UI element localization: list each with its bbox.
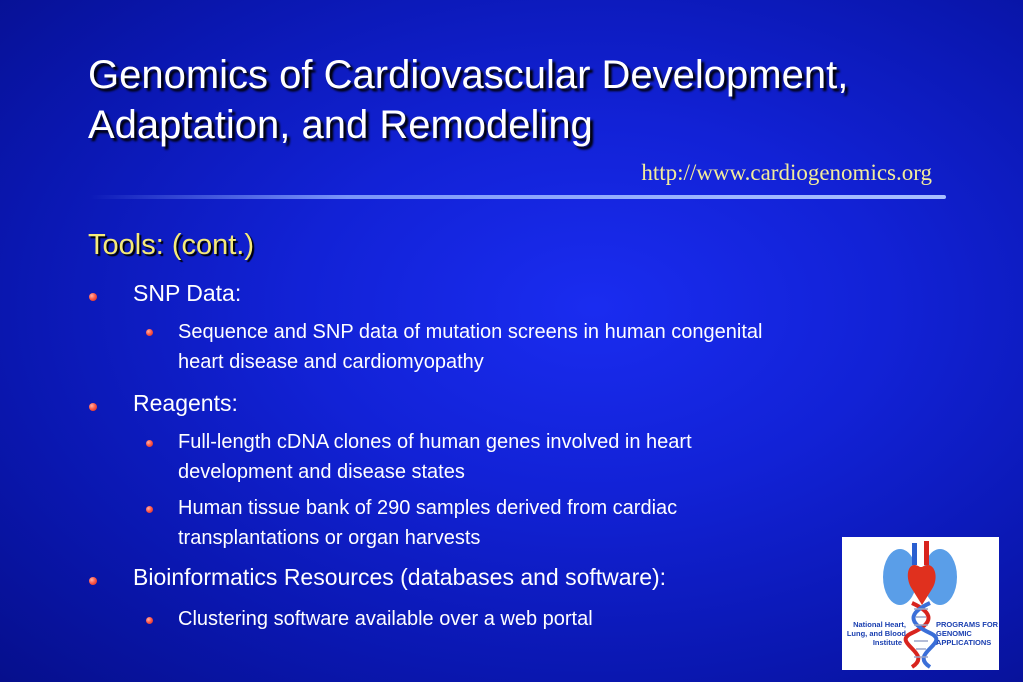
source-url[interactable]: http://www.cardiogenomics.org bbox=[641, 160, 932, 185]
bullet-reagents: Reagents: bbox=[133, 390, 238, 416]
sub-bullet-line: development and disease states bbox=[178, 461, 465, 483]
bullet-icon bbox=[89, 293, 97, 301]
title-divider bbox=[90, 195, 946, 199]
sub-bullet-line: heart disease and cardiomyopathy bbox=[178, 351, 484, 373]
logo-text-left: Institute bbox=[872, 638, 902, 647]
section-subtitle: Tools: (cont.) bbox=[88, 229, 254, 261]
logo-text-right: GENOMIC bbox=[936, 629, 972, 638]
sub-bullet-icon bbox=[146, 617, 153, 624]
bullet-icon bbox=[89, 577, 97, 585]
aorta-icon bbox=[924, 541, 929, 565]
title-line-2: Adaptation, and Remodeling bbox=[88, 103, 593, 147]
sub-bullet-snp-sequence bbox=[178, 317, 938, 377]
sub-bullet-cdna-clones bbox=[178, 427, 938, 487]
logo-text-left: National Heart, bbox=[853, 620, 906, 629]
logo-text-right: PROGRAMS FOR bbox=[936, 620, 999, 629]
sub-bullet-line: Clustering software available over a web portal bbox=[178, 608, 593, 630]
bullet-icon bbox=[89, 403, 97, 411]
title-line-1: Genomics of Cardiovascular Development, bbox=[88, 53, 849, 97]
slide-title bbox=[88, 50, 968, 150]
bullet-snp-data: SNP Data: bbox=[133, 280, 242, 306]
logo-text-left: Lung, and Blood bbox=[846, 629, 906, 638]
heart-dna-logo-icon bbox=[842, 537, 999, 670]
sub-bullet-line: Full-length cDNA clones of human genes involved in heart bbox=[178, 431, 692, 453]
sub-bullet-line: Human tissue bank of 290 samples derived from cardiac bbox=[178, 497, 678, 519]
sub-bullet-icon bbox=[146, 329, 153, 336]
sub-bullet-icon bbox=[146, 506, 153, 513]
sub-bullet-line: transplantations or organ harvests bbox=[178, 527, 481, 549]
sub-bullet-tissue-bank bbox=[178, 493, 938, 553]
logo-text-right: APPLICATIONS bbox=[936, 638, 992, 647]
sub-bullet-icon bbox=[146, 440, 153, 447]
pga-logo bbox=[842, 537, 999, 670]
sub-bullet-clustering bbox=[178, 604, 938, 634]
bullet-bioinformatics: Bioinformatics Resources (databases and software): bbox=[133, 564, 667, 590]
sub-bullet-line: Sequence and SNP data of mutation screens in human congenital bbox=[178, 321, 763, 343]
vessel-icon bbox=[912, 543, 917, 565]
